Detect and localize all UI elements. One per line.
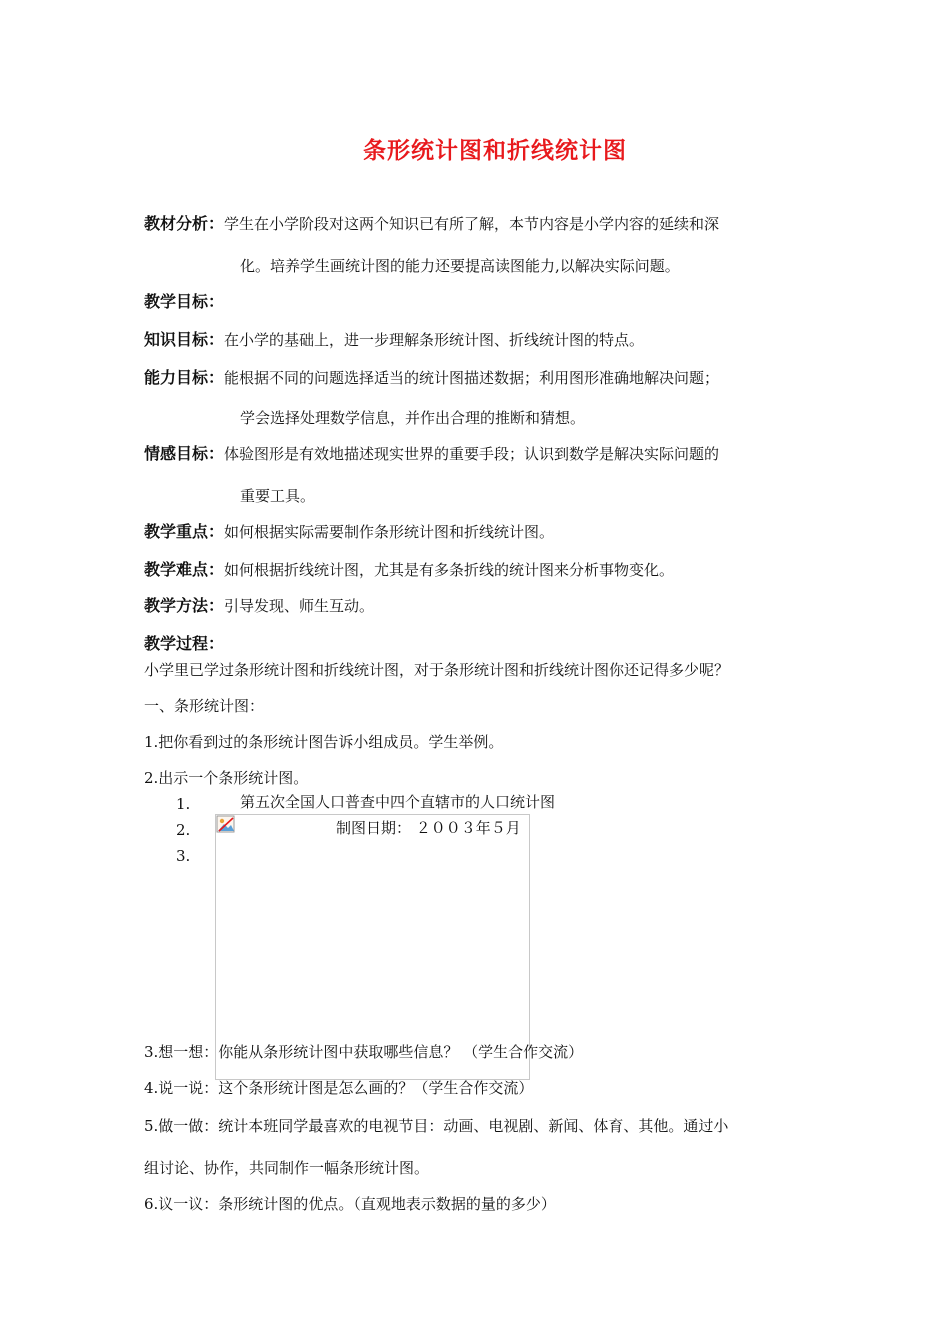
key-label: 教学重点：: [144, 522, 225, 541]
document-title: 条形统计图和折线统计图: [363, 138, 627, 164]
emotion-row: [144, 444, 719, 464]
analysis-text-2: 化。培养学生画统计图的能力还要提高读图能力,以解决实际问题。: [240, 257, 680, 275]
difficulty-text: 如何根据折线统计图，尤其是有多条折线的统计图来分析事物变化。: [224, 561, 675, 579]
step1-text: 1.把你看到过的条形统计图告诉小组成员。学生举例。: [144, 733, 504, 751]
emotion-text-2: 重要工具。: [240, 487, 316, 505]
part1-heading: 一、条形统计图：: [144, 697, 265, 715]
goals-label: 教学目标：: [144, 292, 225, 311]
difficulty-label: 教学难点：: [144, 560, 225, 579]
method-row: [144, 596, 374, 616]
ability-text-2: 学会选择处理数学信息，并作出合理的推断和猜想。: [240, 409, 586, 427]
method-label: 教学方法：: [144, 596, 225, 615]
step5-text-2: 组讨论、协作，共同制作一幅条形统计图。: [144, 1159, 430, 1177]
process-row: [144, 634, 224, 654]
step6-text: 6.议一议：条形统计图的优点。（直观地表示数据的量的多少）: [144, 1195, 556, 1213]
emotion-text-1: 体验图形是有效地描述现实世界的重要手段；认识到数学是解决实际问题的: [224, 445, 720, 463]
list-number-2: 2.: [176, 821, 191, 839]
key-text: 如何根据实际需要制作条形统计图和折线统计图。: [224, 523, 555, 541]
ability-row: [144, 368, 719, 388]
chart-date: 制图日期： ２００３年５月: [336, 819, 521, 837]
intro-text: 小学里已学过条形统计图和折线统计图，对于条形统计图和折线统计图你还记得多少呢？: [144, 661, 730, 679]
analysis-label: 教材分析：: [144, 214, 225, 233]
step2-text: 2.出示一个条形统计图。: [144, 769, 309, 787]
step4-text: 4.说一说：这个条形统计图是怎么画的？（学生合作交流）: [144, 1079, 534, 1097]
knowledge-label: 知识目标：: [144, 330, 225, 349]
ability-label: 能力目标：: [144, 368, 225, 387]
chart-caption: 第五次全国人口普查中四个直辖市的人口统计图: [240, 793, 556, 811]
knowledge-text: 在小学的基础上，进一步理解条形统计图、折线统计图的特点。: [224, 331, 645, 349]
step3-text: 3.想一想：你能从条形统计图中获取哪些信息？ （学生合作交流）: [144, 1043, 584, 1061]
analysis-text-1: 学生在小学阶段对这两个知识已有所了解，本节内容是小学内容的延续和深: [224, 215, 720, 233]
emotion-label: 情感目标：: [144, 444, 225, 463]
goals-row: [144, 292, 224, 312]
list-number-3: 3.: [176, 847, 191, 865]
difficulty-row: [144, 560, 674, 580]
list-number-1: 1.: [176, 795, 191, 813]
method-text: 引导发现、师生互动。: [224, 597, 375, 615]
broken-image-icon: [216, 815, 236, 834]
step5-text-1: 5.做一做：统计本班同学最喜欢的电视节目：动画、电视剧、新闻、体育、其他。通过小: [144, 1117, 729, 1135]
knowledge-row: [144, 330, 644, 350]
ability-text-1: 能根据不同的问题选择适当的统计图描述数据；利用图形准确地解决问题；: [224, 369, 720, 387]
analysis-row: [144, 214, 719, 234]
chart-image-placeholder: [215, 814, 530, 1080]
key-row: [144, 522, 554, 542]
process-label: 教学过程：: [144, 634, 225, 653]
